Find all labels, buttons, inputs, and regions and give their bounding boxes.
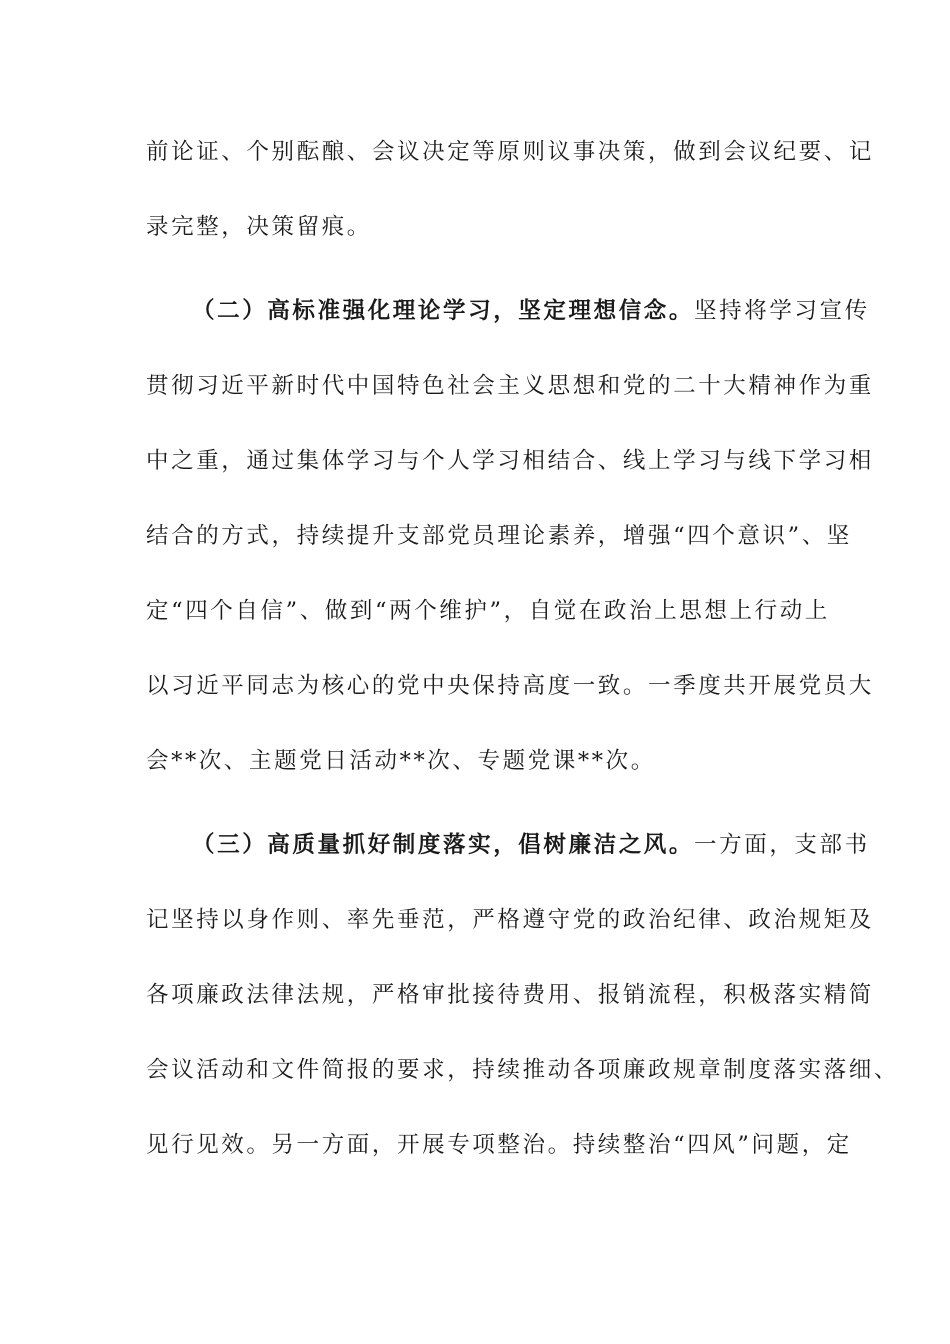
paragraph-2-line-3: 中之重，通过集体学习与个人学习相结合、线上学习与线下学习相	[146, 448, 874, 474]
paragraph-2-line-7: 会**次、主题党日活动**次、专题党课**次。	[146, 748, 656, 774]
paragraph-2-heading: （二）高标准强化理论学习，坚定理想信念。	[192, 298, 695, 324]
paragraph-3-line-4: 会议活动和文件简报的要求，持续推动各项廉政规章制度落实落细、	[146, 1057, 900, 1083]
paragraph-2-line-1	[192, 296, 870, 326]
paragraph-2-line-5: 定“四个自信”、做到“两个维护”，自觉在政治上思想上行动上	[146, 598, 830, 624]
paragraph-3-heading: （三）高质量抓好制度落实，倡树廉洁之风。	[192, 832, 695, 858]
paragraph-1-line-2: 录完整，决策留痕。	[146, 214, 372, 240]
paragraph-3-line-1	[192, 830, 870, 860]
paragraph-2-line-2: 贯彻习近平新时代中国特色社会主义思想和党的二十大精神作为重	[146, 373, 874, 399]
paragraph-3-line-1-text: 一方面，支部书	[694, 832, 870, 858]
paragraph-3-line-3: 各项廉政法律法规，严格审批接待费用、报销流程，积极落实精简	[146, 982, 874, 1008]
paragraph-2-line-1-text: 坚持将学习宣传	[694, 298, 870, 324]
paragraph-3-line-2: 记坚持以身作则、率先垂范，严格遵守党的政治纪律、政治规矩及	[146, 907, 874, 933]
paragraph-3-line-5: 见行见效。另一方面，开展专项整治。持续整治“四风”问题，定	[146, 1132, 852, 1158]
paragraph-2-line-6: 以习近平同志为核心的党中央保持高度一致。一季度共开展党员大	[146, 673, 874, 699]
paragraph-2-line-4: 结合的方式，持续提升支部党员理论素养，增强“四个意识”、坚	[146, 523, 852, 549]
paragraph-1-line-1: 前论证、个别酝酿、会议决定等原则议事决策，做到会议纪要、记	[146, 139, 874, 165]
